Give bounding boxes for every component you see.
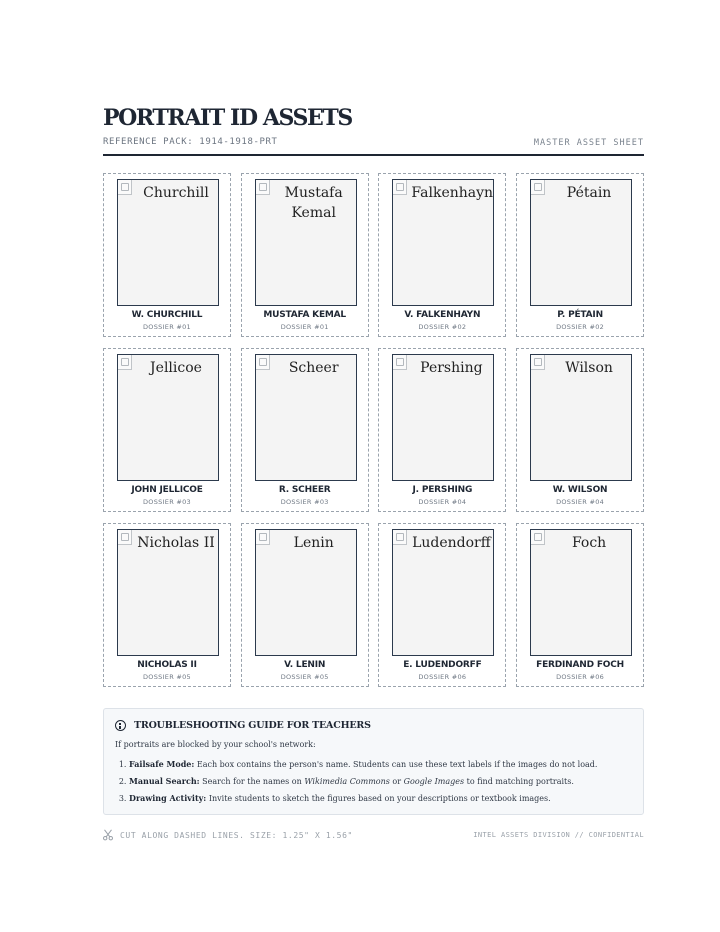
portrait-card — [103, 523, 231, 687]
step-text: Each box contains the person's name. Students can use these text labels if the images do not load. — [196, 760, 598, 769]
broken-image-icon — [393, 530, 407, 545]
portrait-card — [516, 523, 644, 687]
broken-image-icon — [393, 180, 407, 195]
guide-step — [129, 759, 597, 771]
header-divider — [103, 154, 644, 156]
portrait-name: R. SCHEER — [278, 485, 331, 495]
page-footer — [103, 829, 644, 843]
wikimedia-commons-ref: Wikimedia Commons — [304, 777, 390, 786]
step-label: Manual Search: — [129, 776, 200, 786]
master-asset-label: MASTER ASSET SHEET — [533, 138, 644, 148]
portrait-card — [516, 348, 644, 512]
broken-image-icon — [531, 355, 545, 370]
portrait-image — [117, 179, 219, 306]
dossier-number: DOSSIER #04 — [418, 498, 467, 506]
page-title: PORTRAIT ID ASSETS — [103, 105, 352, 131]
step-text: Search for the names on — [202, 777, 302, 786]
portrait-card — [378, 348, 506, 512]
portrait-name: W. CHURCHILL — [131, 310, 203, 320]
portrait-card — [103, 173, 231, 337]
portrait-card — [241, 523, 369, 687]
portrait-card — [103, 348, 231, 512]
portrait-alt-text: Foch — [571, 535, 607, 551]
portrait-image — [392, 179, 494, 306]
portrait-image — [392, 529, 494, 656]
portrait-alt-text: Nicholas II — [137, 535, 215, 551]
dossier-number: DOSSIER #02 — [418, 323, 467, 331]
portrait-card — [378, 173, 506, 337]
portrait-grid — [103, 173, 644, 687]
broken-image-icon — [118, 180, 132, 195]
dossier-number: DOSSIER #06 — [418, 673, 467, 681]
dossier-number: DOSSIER #05 — [143, 673, 191, 681]
portrait-alt-text: Lenin — [293, 535, 334, 551]
portrait-name: MUSTAFA KEMAL — [263, 310, 346, 320]
portrait-alt-text: Pershing — [420, 360, 483, 376]
division-label: INTEL ASSETS DIVISION // CONFIDENTIAL — [473, 831, 644, 839]
portrait-alt-text: Falkenhayn — [411, 185, 494, 201]
portrait-image — [117, 354, 219, 481]
info-icon — [115, 720, 126, 731]
dossier-number: DOSSIER #03 — [280, 498, 329, 506]
dossier-number: DOSSIER #01 — [280, 323, 329, 331]
portrait-name: FERDINAND FOCH — [536, 660, 624, 670]
portrait-alt-text: Pétain — [566, 185, 612, 201]
portrait-image — [392, 354, 494, 481]
troubleshooting-guide — [103, 708, 644, 815]
broken-image-icon — [256, 355, 270, 370]
portrait-image — [255, 354, 357, 481]
step-label: Failsafe Mode: — [129, 759, 195, 769]
portrait-name: V. FALKENHAYN — [404, 310, 481, 320]
dossier-number: DOSSIER #04 — [556, 498, 605, 506]
broken-image-icon — [118, 530, 132, 545]
dossier-number: DOSSIER #02 — [556, 323, 605, 331]
guide-steps — [115, 759, 597, 810]
dossier-number: DOSSIER #03 — [143, 498, 191, 506]
google-images-ref: Google Images — [403, 777, 465, 786]
portrait-alt-text: Scheer — [288, 360, 339, 376]
broken-image-icon — [393, 355, 407, 370]
scissors-icon — [103, 829, 113, 841]
portrait-card — [378, 523, 506, 687]
guide-title: TROUBLESHOOTING GUIDE FOR TEACHERS — [134, 720, 371, 731]
dossier-number: DOSSIER #01 — [143, 323, 191, 331]
dossier-number: DOSSIER #05 — [280, 673, 329, 681]
portrait-alt-text: Jellicoe — [150, 360, 202, 376]
portrait-image — [255, 179, 357, 306]
portrait-image — [530, 354, 632, 481]
step-text: Invite students to sketch the figures based on your descriptions or textbook images. — [208, 794, 551, 803]
portrait-name: E. LUDENDORFF — [403, 660, 482, 670]
cut-instructions: CUT ALONG DASHED LINES. SIZE: 1.25" X 1.56" — [120, 831, 353, 840]
step-label: Drawing Activity: — [129, 793, 207, 803]
guide-intro: If portraits are blocked by your school's network: — [115, 740, 316, 749]
step-text-end: to find matching portraits. — [466, 777, 574, 786]
portrait-name: V. LENIN — [284, 660, 326, 670]
broken-image-icon — [256, 530, 270, 545]
guide-heading — [115, 720, 371, 731]
broken-image-icon — [256, 180, 270, 195]
portrait-card — [241, 348, 369, 512]
portrait-name: W. WILSON — [552, 485, 608, 495]
portrait-name: P. PÉTAIN — [557, 310, 603, 320]
portrait-name: NICHOLAS II — [137, 660, 197, 670]
guide-step — [129, 776, 597, 788]
portrait-image — [117, 529, 219, 656]
header-subrow — [103, 135, 644, 153]
portrait-alt-text: Wilson — [565, 360, 613, 376]
portrait-image — [530, 529, 632, 656]
broken-image-icon — [118, 355, 132, 370]
page-header — [103, 104, 644, 153]
portrait-card — [516, 173, 644, 337]
broken-image-icon — [531, 530, 545, 545]
dossier-number: DOSSIER #06 — [556, 673, 605, 681]
reference-pack-label: REFERENCE PACK: 1914-1918-PRT — [103, 137, 278, 147]
step-text-connector: or — [392, 777, 402, 786]
portrait-alt-text: Mustafa Kemal — [284, 185, 343, 221]
portrait-image — [255, 529, 357, 656]
portrait-alt-text: Ludendorff — [412, 535, 491, 551]
portrait-image — [530, 179, 632, 306]
guide-step — [129, 793, 597, 805]
portrait-alt-text: Churchill — [143, 185, 209, 201]
portrait-name: J. PERSHING — [412, 485, 473, 495]
broken-image-icon — [531, 180, 545, 195]
portrait-name: JOHN JELLICOE — [131, 485, 203, 495]
portrait-card — [241, 173, 369, 337]
